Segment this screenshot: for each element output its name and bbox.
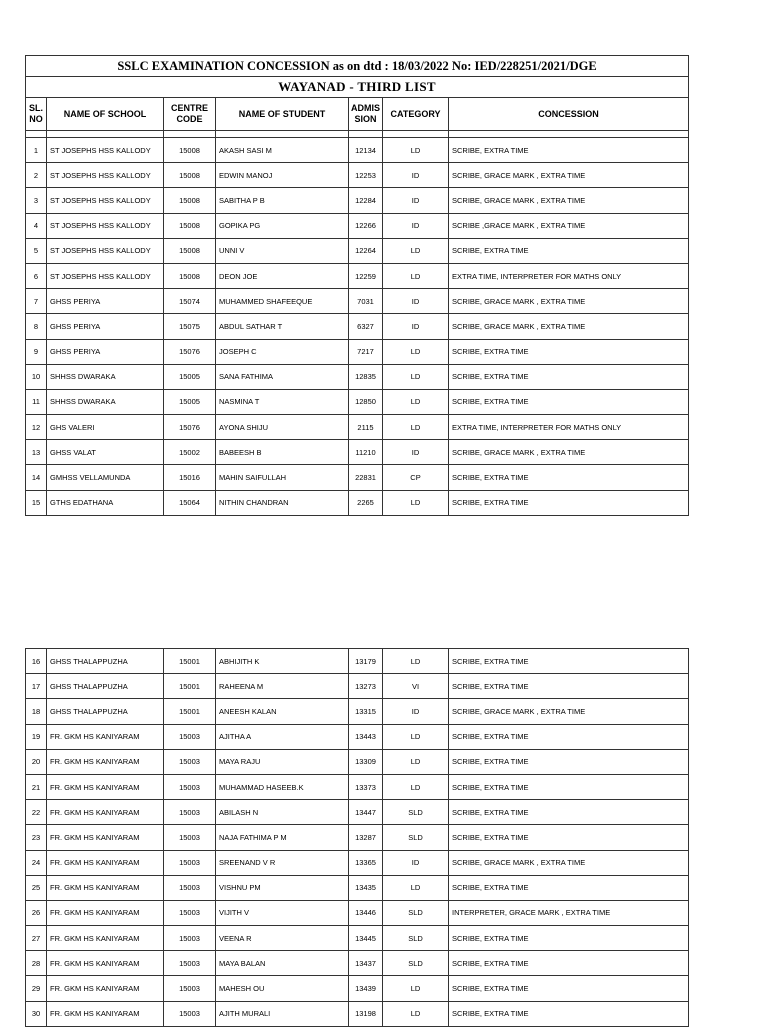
table-row xyxy=(26,724,689,749)
row-centre-code: 15003 xyxy=(164,724,216,749)
row-category: ID xyxy=(383,440,449,465)
row-concession: EXTRA TIME, INTERPRETER FOR MATHS ONLY xyxy=(449,263,689,288)
row-school: ST JOSEPHS HSS KALLODY xyxy=(47,188,164,213)
row-centre-code: 15001 xyxy=(164,649,216,674)
row-school: GHSS VALAT xyxy=(47,440,164,465)
header-school: NAME OF SCHOOL xyxy=(47,98,164,131)
row-concession: SCRIBE, GRACE MARK , EXTRA TIME xyxy=(449,314,689,339)
row-concession: SCRIBE, EXTRA TIME xyxy=(449,1001,689,1026)
row-student: NITHIN CHANDRAN xyxy=(216,490,349,515)
row-centre-code: 15064 xyxy=(164,490,216,515)
table-row xyxy=(26,263,689,288)
row-sl-no: 5 xyxy=(26,238,47,263)
row-student: ABILASH N xyxy=(216,800,349,825)
row-school: GHSS PERIYA xyxy=(47,339,164,364)
row-concession: SCRIBE, EXTRA TIME xyxy=(449,951,689,976)
row-sl-no: 2 xyxy=(26,163,47,188)
row-student: BABEESH B xyxy=(216,440,349,465)
row-sl-no: 6 xyxy=(26,263,47,288)
row-centre-code: 15003 xyxy=(164,800,216,825)
row-admission: 12850 xyxy=(349,389,383,414)
row-concession: SCRIBE, EXTRA TIME xyxy=(449,724,689,749)
table-row xyxy=(26,749,689,774)
row-sl-no: 21 xyxy=(26,774,47,799)
concession-table-page2 xyxy=(25,648,689,1027)
table-row xyxy=(26,900,689,925)
header-category: CATEGORY xyxy=(383,98,449,131)
row-student: EDWIN MANOJ xyxy=(216,163,349,188)
row-school: FR. GKM HS KANIYARAM xyxy=(47,951,164,976)
table-row xyxy=(26,976,689,1001)
header-student: NAME OF STUDENT xyxy=(216,98,349,131)
row-student: SANA FATHIMA xyxy=(216,364,349,389)
row-concession: EXTRA TIME, INTERPRETER FOR MATHS ONLY xyxy=(449,415,689,440)
row-concession: SCRIBE, EXTRA TIME xyxy=(449,926,689,951)
row-school: ST JOSEPHS HSS KALLODY xyxy=(47,263,164,288)
row-sl-no: 15 xyxy=(26,490,47,515)
row-centre-code: 15008 xyxy=(164,263,216,288)
row-admission: 12253 xyxy=(349,163,383,188)
row-category: LD xyxy=(383,1001,449,1026)
row-centre-code: 15003 xyxy=(164,825,216,850)
row-concession: SCRIBE, EXTRA TIME xyxy=(449,774,689,799)
row-student: VEENA R xyxy=(216,926,349,951)
row-centre-code: 15003 xyxy=(164,926,216,951)
row-sl-no: 30 xyxy=(26,1001,47,1026)
row-concession: SCRIBE, EXTRA TIME xyxy=(449,749,689,774)
row-centre-code: 15008 xyxy=(164,163,216,188)
row-sl-no: 29 xyxy=(26,976,47,1001)
row-school: FR. GKM HS KANIYARAM xyxy=(47,1001,164,1026)
row-sl-no: 10 xyxy=(26,364,47,389)
row-concession: SCRIBE, EXTRA TIME xyxy=(449,649,689,674)
row-category: ID xyxy=(383,850,449,875)
row-admission: 13447 xyxy=(349,800,383,825)
row-admission: 13309 xyxy=(349,749,383,774)
row-school: FR. GKM HS KANIYARAM xyxy=(47,749,164,774)
row-school: ST JOSEPHS HSS KALLODY xyxy=(47,163,164,188)
row-school: SHHSS DWARAKA xyxy=(47,389,164,414)
row-centre-code: 15001 xyxy=(164,674,216,699)
table-row xyxy=(26,213,689,238)
row-admission: 13273 xyxy=(349,674,383,699)
row-sl-no: 27 xyxy=(26,926,47,951)
row-student: NAJA FATHIMA P M xyxy=(216,825,349,850)
row-student: VIJITH V xyxy=(216,900,349,925)
row-school: GHSS THALAPPUZHA xyxy=(47,649,164,674)
row-concession: SCRIBE, EXTRA TIME xyxy=(449,800,689,825)
row-concession: SCRIBE, EXTRA TIME xyxy=(449,674,689,699)
row-sl-no: 4 xyxy=(26,213,47,238)
row-admission: 22831 xyxy=(349,465,383,490)
row-category: LD xyxy=(383,263,449,288)
row-category: LD xyxy=(383,238,449,263)
row-student: GOPIKA PG xyxy=(216,213,349,238)
row-centre-code: 15003 xyxy=(164,875,216,900)
row-student: AJITH MURALI xyxy=(216,1001,349,1026)
row-concession: SCRIBE, EXTRA TIME xyxy=(449,490,689,515)
table-row xyxy=(26,364,689,389)
table-row xyxy=(26,699,689,724)
row-student: JOSEPH C xyxy=(216,339,349,364)
row-centre-code: 15005 xyxy=(164,364,216,389)
row-student: UNNI V xyxy=(216,238,349,263)
row-centre-code: 15003 xyxy=(164,900,216,925)
row-centre-code: 15008 xyxy=(164,138,216,163)
row-student: MAYA RAJU xyxy=(216,749,349,774)
row-concession: SCRIBE, EXTRA TIME xyxy=(449,138,689,163)
row-concession: SCRIBE, GRACE MARK , EXTRA TIME xyxy=(449,699,689,724)
table-row xyxy=(26,415,689,440)
row-school: FR. GKM HS KANIYARAM xyxy=(47,825,164,850)
row-admission: 12266 xyxy=(349,213,383,238)
row-school: GHSS PERIYA xyxy=(47,289,164,314)
row-category: LD xyxy=(383,415,449,440)
row-admission: 13437 xyxy=(349,951,383,976)
row-sl-no: 9 xyxy=(26,339,47,364)
row-centre-code: 15002 xyxy=(164,440,216,465)
row-centre-code: 15003 xyxy=(164,976,216,1001)
header-sl-no: SL. NO xyxy=(26,98,47,131)
row-student: NASMINA T xyxy=(216,389,349,414)
row-admission: 12284 xyxy=(349,188,383,213)
row-category: LD xyxy=(383,339,449,364)
row-sl-no: 23 xyxy=(26,825,47,850)
row-sl-no: 22 xyxy=(26,800,47,825)
row-category: SLD xyxy=(383,926,449,951)
table-row xyxy=(26,339,689,364)
table-row xyxy=(26,875,689,900)
row-school: GHSS THALAPPUZHA xyxy=(47,674,164,699)
row-admission: 13373 xyxy=(349,774,383,799)
row-admission: 7031 xyxy=(349,289,383,314)
row-concession: SCRIBE, EXTRA TIME xyxy=(449,465,689,490)
row-student: AJITHA A xyxy=(216,724,349,749)
row-student: SABITHA P B xyxy=(216,188,349,213)
row-admission: 12134 xyxy=(349,138,383,163)
header-admission: ADMIS SION xyxy=(349,98,383,131)
row-school: ST JOSEPHS HSS KALLODY xyxy=(47,138,164,163)
row-sl-no: 26 xyxy=(26,900,47,925)
table-row xyxy=(26,674,689,699)
row-student: MAYA BALAN xyxy=(216,951,349,976)
row-school: GMHSS VELLAMUNDA xyxy=(47,465,164,490)
table-row xyxy=(26,825,689,850)
row-sl-no: 18 xyxy=(26,699,47,724)
row-category: ID xyxy=(383,188,449,213)
table-row xyxy=(26,238,689,263)
row-student: MUHAMMAD HASEEB.K xyxy=(216,774,349,799)
row-category: LD xyxy=(383,749,449,774)
row-concession: SCRIBE, GRACE MARK , EXTRA TIME xyxy=(449,188,689,213)
row-concession: SCRIBE ,GRACE MARK , EXTRA TIME xyxy=(449,213,689,238)
row-category: LD xyxy=(383,364,449,389)
row-category: LD xyxy=(383,724,449,749)
table-row xyxy=(26,138,689,163)
row-centre-code: 15003 xyxy=(164,749,216,774)
row-centre-code: 15005 xyxy=(164,389,216,414)
table-row xyxy=(26,774,689,799)
row-sl-no: 25 xyxy=(26,875,47,900)
row-admission: 12835 xyxy=(349,364,383,389)
row-category: ID xyxy=(383,699,449,724)
row-concession: SCRIBE, GRACE MARK , EXTRA TIME xyxy=(449,850,689,875)
row-student: ANEESH KALAN xyxy=(216,699,349,724)
header-concession: CONCESSION xyxy=(449,98,689,131)
row-school: FR. GKM HS KANIYARAM xyxy=(47,900,164,925)
row-concession: SCRIBE, EXTRA TIME xyxy=(449,238,689,263)
row-sl-no: 11 xyxy=(26,389,47,414)
row-centre-code: 15076 xyxy=(164,415,216,440)
row-school: FR. GKM HS KANIYARAM xyxy=(47,850,164,875)
row-school: FR. GKM HS KANIYARAM xyxy=(47,800,164,825)
row-admission: 12259 xyxy=(349,263,383,288)
row-sl-no: 28 xyxy=(26,951,47,976)
table-row xyxy=(26,926,689,951)
row-school: FR. GKM HS KANIYARAM xyxy=(47,875,164,900)
row-category: VI xyxy=(383,674,449,699)
document-title: SSLC EXAMINATION CONCESSION as on dtd : 18/03/2022 No: IED/228251/2021/DGE xyxy=(26,56,689,77)
row-admission: 2115 xyxy=(349,415,383,440)
row-centre-code: 15008 xyxy=(164,213,216,238)
row-centre-code: 15075 xyxy=(164,314,216,339)
table-row xyxy=(26,440,689,465)
row-student: MAHIN SAIFULLAH xyxy=(216,465,349,490)
row-centre-code: 15074 xyxy=(164,289,216,314)
row-admission: 13435 xyxy=(349,875,383,900)
row-category: LD xyxy=(383,976,449,1001)
row-centre-code: 15008 xyxy=(164,238,216,263)
spacer-row xyxy=(26,131,689,138)
table-row xyxy=(26,389,689,414)
row-category: LD xyxy=(383,138,449,163)
row-school: ST JOSEPHS HSS KALLODY xyxy=(47,238,164,263)
row-category: LD xyxy=(383,389,449,414)
row-centre-code: 15003 xyxy=(164,951,216,976)
row-category: SLD xyxy=(383,900,449,925)
row-category: LD xyxy=(383,649,449,674)
row-concession: SCRIBE, EXTRA TIME xyxy=(449,875,689,900)
row-centre-code: 15076 xyxy=(164,339,216,364)
row-admission: 13179 xyxy=(349,649,383,674)
row-student: AKASH SASI M xyxy=(216,138,349,163)
row-sl-no: 14 xyxy=(26,465,47,490)
table-row xyxy=(26,314,689,339)
row-student: MUHAMMED SHAFEEQUE xyxy=(216,289,349,314)
row-school: GHSS THALAPPUZHA xyxy=(47,699,164,724)
row-category: SLD xyxy=(383,951,449,976)
header-centre-code: CENTRE CODE xyxy=(164,98,216,131)
row-admission: 13439 xyxy=(349,976,383,1001)
row-school: FR. GKM HS KANIYARAM xyxy=(47,976,164,1001)
row-student: MAHESH OU xyxy=(216,976,349,1001)
row-sl-no: 24 xyxy=(26,850,47,875)
row-centre-code: 15008 xyxy=(164,188,216,213)
row-category: ID xyxy=(383,163,449,188)
table-row xyxy=(26,188,689,213)
row-concession: SCRIBE, GRACE MARK , EXTRA TIME xyxy=(449,163,689,188)
row-student: DEON JOE xyxy=(216,263,349,288)
row-concession: SCRIBE, EXTRA TIME xyxy=(449,825,689,850)
table-row xyxy=(26,1001,689,1026)
row-category: ID xyxy=(383,289,449,314)
row-admission: 13198 xyxy=(349,1001,383,1026)
concession-table-page1 xyxy=(25,55,689,516)
row-student: AYONA SHIJU xyxy=(216,415,349,440)
row-sl-no: 12 xyxy=(26,415,47,440)
row-admission: 13446 xyxy=(349,900,383,925)
table-row xyxy=(26,850,689,875)
row-sl-no: 16 xyxy=(26,649,47,674)
row-category: LD xyxy=(383,875,449,900)
row-admission: 12264 xyxy=(349,238,383,263)
row-category: LD xyxy=(383,774,449,799)
row-school: GTHS EDATHANA xyxy=(47,490,164,515)
row-centre-code: 15016 xyxy=(164,465,216,490)
row-category: SLD xyxy=(383,800,449,825)
row-school: FR. GKM HS KANIYARAM xyxy=(47,926,164,951)
row-centre-code: 15003 xyxy=(164,774,216,799)
row-student: VISHNU PM xyxy=(216,875,349,900)
row-student: ABDUL SATHAR T xyxy=(216,314,349,339)
row-student: SREENAND V R xyxy=(216,850,349,875)
row-category: CP xyxy=(383,465,449,490)
row-student: RAHEENA M xyxy=(216,674,349,699)
row-school: ST JOSEPHS HSS KALLODY xyxy=(47,213,164,238)
row-concession: SCRIBE, EXTRA TIME xyxy=(449,364,689,389)
row-admission: 13445 xyxy=(349,926,383,951)
row-admission: 11210 xyxy=(349,440,383,465)
row-admission: 13315 xyxy=(349,699,383,724)
row-admission: 2265 xyxy=(349,490,383,515)
row-sl-no: 19 xyxy=(26,724,47,749)
table-row xyxy=(26,163,689,188)
row-school: FR. GKM HS KANIYARAM xyxy=(47,774,164,799)
table-row xyxy=(26,800,689,825)
row-category: ID xyxy=(383,314,449,339)
table-row xyxy=(26,289,689,314)
row-centre-code: 15003 xyxy=(164,850,216,875)
table-row xyxy=(26,951,689,976)
row-concession: SCRIBE, GRACE MARK , EXTRA TIME xyxy=(449,440,689,465)
row-sl-no: 20 xyxy=(26,749,47,774)
row-sl-no: 8 xyxy=(26,314,47,339)
table-row xyxy=(26,465,689,490)
row-concession: SCRIBE, EXTRA TIME xyxy=(449,339,689,364)
row-sl-no: 17 xyxy=(26,674,47,699)
row-sl-no: 13 xyxy=(26,440,47,465)
row-category: ID xyxy=(383,213,449,238)
row-school: SHHSS DWARAKA xyxy=(47,364,164,389)
table-row xyxy=(26,490,689,515)
row-admission: 6327 xyxy=(349,314,383,339)
row-centre-code: 15001 xyxy=(164,699,216,724)
row-admission: 7217 xyxy=(349,339,383,364)
row-school: GHS VALERI xyxy=(47,415,164,440)
row-concession: SCRIBE, EXTRA TIME xyxy=(449,389,689,414)
row-sl-no: 7 xyxy=(26,289,47,314)
row-category: SLD xyxy=(383,825,449,850)
row-concession: SCRIBE, EXTRA TIME xyxy=(449,976,689,1001)
row-student: ABHIJITH K xyxy=(216,649,349,674)
row-school: FR. GKM HS KANIYARAM xyxy=(47,724,164,749)
row-sl-no: 1 xyxy=(26,138,47,163)
row-concession: SCRIBE, GRACE MARK , EXTRA TIME xyxy=(449,289,689,314)
row-concession: INTERPRETER, GRACE MARK , EXTRA TIME xyxy=(449,900,689,925)
row-centre-code: 15003 xyxy=(164,1001,216,1026)
row-sl-no: 3 xyxy=(26,188,47,213)
table-row xyxy=(26,649,689,674)
document-subtitle: WAYANAD - THIRD LIST xyxy=(26,77,689,98)
header-row xyxy=(26,98,689,131)
row-school: GHSS PERIYA xyxy=(47,314,164,339)
row-admission: 13443 xyxy=(349,724,383,749)
row-category: LD xyxy=(383,490,449,515)
row-admission: 13287 xyxy=(349,825,383,850)
row-admission: 13365 xyxy=(349,850,383,875)
